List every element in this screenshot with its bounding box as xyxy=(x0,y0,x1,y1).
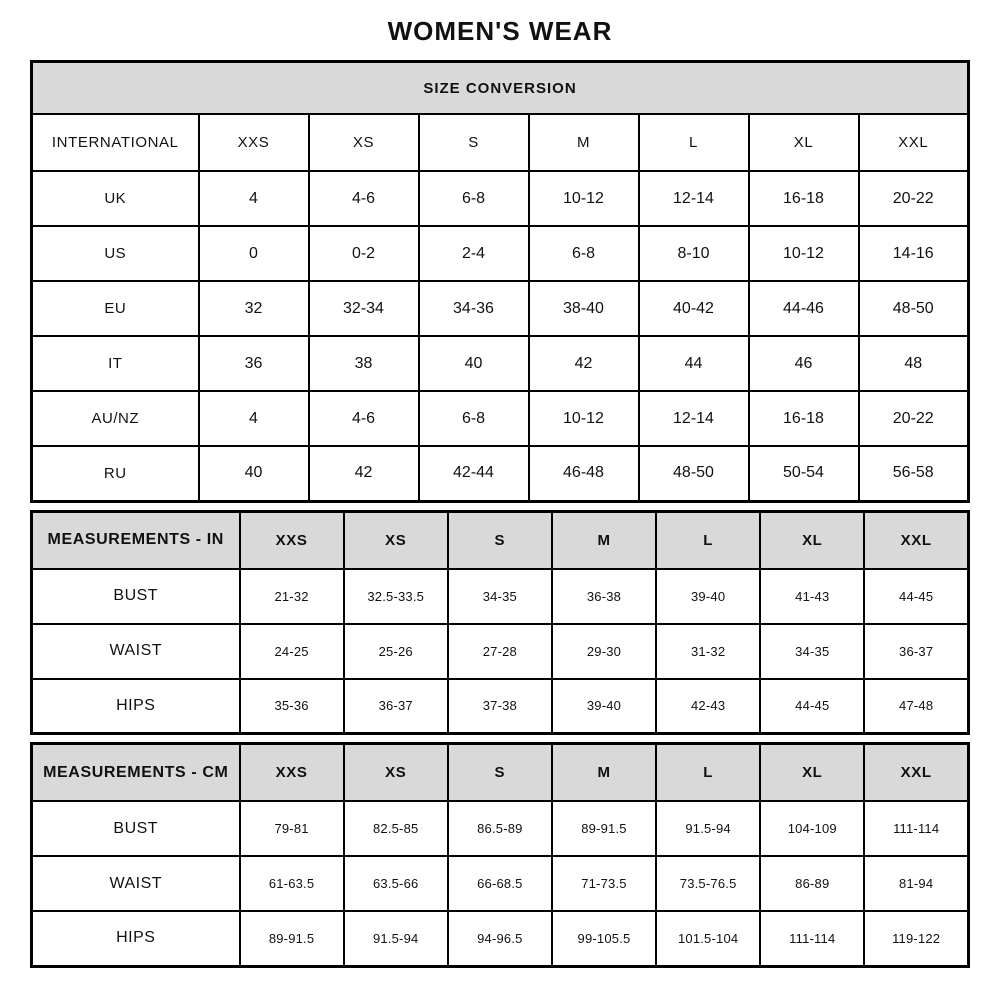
size-conversion-au-nz-l: 12-14 xyxy=(639,391,749,446)
size-conversion-au-nz-xl: 16-18 xyxy=(749,391,859,446)
size-conversion-table xyxy=(30,60,970,503)
measurements-cm-hips-xxs: 89-91.5 xyxy=(240,911,344,966)
size-conversion-header-m: M xyxy=(529,114,639,171)
size-conversion-it-l: 44 xyxy=(639,336,749,391)
measurements-in-header-s: S xyxy=(448,511,552,569)
size-conversion-us-m: 6-8 xyxy=(529,226,639,281)
measurements-in-bust-s: 34-35 xyxy=(448,569,552,624)
measurements-cm-header-row xyxy=(32,744,969,802)
size-conversion-us-xxs: 0 xyxy=(199,226,309,281)
size-conversion-row-ru xyxy=(32,446,969,501)
size-conversion-eu-xxs: 32 xyxy=(199,281,309,336)
measurements-in-bust-xl: 41-43 xyxy=(760,569,864,624)
row-label-bust: BUST xyxy=(32,801,240,856)
measurements-cm-header-xl: XL xyxy=(760,744,864,802)
measurements-in-bust-xs: 32.5-33.5 xyxy=(344,569,448,624)
measurements-in-hips-s: 37-38 xyxy=(448,679,552,734)
measurements-cm-hips-xs: 91.5-94 xyxy=(344,911,448,966)
row-label-hips: HIPS xyxy=(32,679,240,734)
size-conversion-row-uk xyxy=(32,171,969,226)
size-conversion-it-xl: 46 xyxy=(749,336,859,391)
measurements-cm-waist-xs: 63.5-66 xyxy=(344,856,448,911)
size-conversion-us-l: 8-10 xyxy=(639,226,749,281)
size-conversion-uk-l: 12-14 xyxy=(639,171,749,226)
size-conversion-us-xs: 0-2 xyxy=(309,226,419,281)
measurements-cm-waist-l: 73.5-76.5 xyxy=(656,856,760,911)
size-conversion-it-xxl: 48 xyxy=(859,336,969,391)
measurements-in-waist-s: 27-28 xyxy=(448,624,552,679)
measurements-in-row-bust xyxy=(32,569,969,624)
size-conversion-eu-s: 34-36 xyxy=(419,281,529,336)
measurements-in-row-waist xyxy=(32,624,969,679)
measurements-cm-header-l: L xyxy=(656,744,760,802)
measurements-in-header-l: L xyxy=(656,511,760,569)
size-conversion-header-s: S xyxy=(419,114,529,171)
size-conversion-header-row xyxy=(32,114,969,171)
measurements-in-bust-l: 39-40 xyxy=(656,569,760,624)
size-conversion-it-xxs: 36 xyxy=(199,336,309,391)
measurements-in-bust-xxl: 44-45 xyxy=(864,569,968,624)
size-conversion-ru-xs: 42 xyxy=(309,446,419,501)
measurements-cm-hips-m: 99-105.5 xyxy=(552,911,656,966)
size-conversion-uk-xl: 16-18 xyxy=(749,171,859,226)
measurements-cm-bust-l: 91.5-94 xyxy=(656,801,760,856)
measurements-cm-bust-xl: 104-109 xyxy=(760,801,864,856)
measurements-cm-hips-s: 94-96.5 xyxy=(448,911,552,966)
size-conversion-ru-m: 46-48 xyxy=(529,446,639,501)
measurements-in-header-m: M xyxy=(552,511,656,569)
measurements-in-header-label: MEASUREMENTS - IN xyxy=(32,511,240,569)
measurements-in-bust-m: 36-38 xyxy=(552,569,656,624)
measurements-cm-waist-xxl: 81-94 xyxy=(864,856,968,911)
measurements-cm-header-label: MEASUREMENTS - CM xyxy=(32,744,240,802)
measurements-in-hips-xs: 36-37 xyxy=(344,679,448,734)
measurements-cm-row-bust xyxy=(32,801,969,856)
size-conversion-us-xl: 10-12 xyxy=(749,226,859,281)
measurements-cm-hips-xxl: 119-122 xyxy=(864,911,968,966)
size-conversion-header-label: INTERNATIONAL xyxy=(32,114,199,171)
measurements-cm-bust-xxl: 111-114 xyxy=(864,801,968,856)
size-conversion-banner: SIZE CONVERSION xyxy=(32,62,969,115)
size-conversion-row-us xyxy=(32,226,969,281)
size-conversion-row-au-nz xyxy=(32,391,969,446)
measurements-cm-bust-m: 89-91.5 xyxy=(552,801,656,856)
size-conversion-header-xl: XL xyxy=(749,114,859,171)
size-conversion-ru-s: 42-44 xyxy=(419,446,529,501)
size-conversion-row-it xyxy=(32,336,969,391)
size-conversion-eu-xl: 44-46 xyxy=(749,281,859,336)
size-conversion-it-s: 40 xyxy=(419,336,529,391)
size-conversion-au-nz-xxl: 20-22 xyxy=(859,391,969,446)
measurements-in-header-xxs: XXS xyxy=(240,511,344,569)
size-conversion-it-m: 42 xyxy=(529,336,639,391)
measurements-in-table xyxy=(30,510,970,736)
measurements-in-header-xs: XS xyxy=(344,511,448,569)
measurements-in-waist-xl: 34-35 xyxy=(760,624,864,679)
size-conversion-us-xxl: 14-16 xyxy=(859,226,969,281)
size-conversion-au-nz-s: 6-8 xyxy=(419,391,529,446)
measurements-in-row-hips xyxy=(32,679,969,734)
size-conversion-it-xs: 38 xyxy=(309,336,419,391)
size-conversion-eu-m: 38-40 xyxy=(529,281,639,336)
size-conversion-ru-xxl: 56-58 xyxy=(859,446,969,501)
measurements-cm-bust-xxs: 79-81 xyxy=(240,801,344,856)
measurements-in-bust-xxs: 21-32 xyxy=(240,569,344,624)
size-conversion-eu-l: 40-42 xyxy=(639,281,749,336)
size-conversion-uk-xxs: 4 xyxy=(199,171,309,226)
row-label-au-nz: AU/NZ xyxy=(32,391,199,446)
measurements-in-hips-xxs: 35-36 xyxy=(240,679,344,734)
measurements-in-hips-l: 42-43 xyxy=(656,679,760,734)
size-conversion-row-eu xyxy=(32,281,969,336)
measurements-cm-waist-xl: 86-89 xyxy=(760,856,864,911)
size-conversion-ru-xxs: 40 xyxy=(199,446,309,501)
row-label-bust: BUST xyxy=(32,569,240,624)
row-label-eu: EU xyxy=(32,281,199,336)
measurements-in-waist-m: 29-30 xyxy=(552,624,656,679)
measurements-cm-waist-s: 66-68.5 xyxy=(448,856,552,911)
size-conversion-eu-xxl: 48-50 xyxy=(859,281,969,336)
size-conversion-au-nz-xxs: 4 xyxy=(199,391,309,446)
row-label-waist: WAIST xyxy=(32,856,240,911)
measurements-cm-hips-l: 101.5-104 xyxy=(656,911,760,966)
row-label-waist: WAIST xyxy=(32,624,240,679)
size-conversion-au-nz-m: 10-12 xyxy=(529,391,639,446)
size-conversion-us-s: 2-4 xyxy=(419,226,529,281)
measurements-in-header-xxl: XXL xyxy=(864,511,968,569)
measurements-in-header-row xyxy=(32,511,969,569)
measurements-cm-hips-xl: 111-114 xyxy=(760,911,864,966)
size-conversion-header-l: L xyxy=(639,114,749,171)
measurements-cm-bust-xs: 82.5-85 xyxy=(344,801,448,856)
size-conversion-eu-xs: 32-34 xyxy=(309,281,419,336)
size-conversion-header-xxl: XXL xyxy=(859,114,969,171)
measurements-in-hips-m: 39-40 xyxy=(552,679,656,734)
measurements-cm-header-s: S xyxy=(448,744,552,802)
row-label-us: US xyxy=(32,226,199,281)
measurements-cm-header-xs: XS xyxy=(344,744,448,802)
size-conversion-header-xxs: XXS xyxy=(199,114,309,171)
size-conversion-banner-row xyxy=(32,62,969,115)
measurements-cm-waist-xxs: 61-63.5 xyxy=(240,856,344,911)
measurements-cm-header-xxs: XXS xyxy=(240,744,344,802)
measurements-in-hips-xl: 44-45 xyxy=(760,679,864,734)
size-conversion-ru-l: 48-50 xyxy=(639,446,749,501)
measurements-cm-waist-m: 71-73.5 xyxy=(552,856,656,911)
size-conversion-uk-s: 6-8 xyxy=(419,171,529,226)
measurements-in-waist-xxs: 24-25 xyxy=(240,624,344,679)
measurements-cm-bust-s: 86.5-89 xyxy=(448,801,552,856)
size-conversion-au-nz-xs: 4-6 xyxy=(309,391,419,446)
measurements-cm-row-hips xyxy=(32,911,969,966)
size-conversion-uk-xs: 4-6 xyxy=(309,171,419,226)
measurements-in-hips-xxl: 47-48 xyxy=(864,679,968,734)
measurements-cm-header-xxl: XXL xyxy=(864,744,968,802)
size-conversion-header-xs: XS xyxy=(309,114,419,171)
measurements-cm-header-m: M xyxy=(552,744,656,802)
row-label-it: IT xyxy=(32,336,199,391)
measurements-in-waist-l: 31-32 xyxy=(656,624,760,679)
measurements-in-waist-xxl: 36-37 xyxy=(864,624,968,679)
size-conversion-uk-xxl: 20-22 xyxy=(859,171,969,226)
row-label-ru: RU xyxy=(32,446,199,501)
page-title: WOMEN'S WEAR xyxy=(387,16,613,46)
row-label-uk: UK xyxy=(32,171,199,226)
size-conversion-ru-xl: 50-54 xyxy=(749,446,859,501)
size-conversion-uk-m: 10-12 xyxy=(529,171,639,226)
measurements-cm-table xyxy=(30,742,970,968)
measurements-in-header-xl: XL xyxy=(760,511,864,569)
measurements-cm-row-waist xyxy=(32,856,969,911)
measurements-in-waist-xs: 25-26 xyxy=(344,624,448,679)
row-label-hips: HIPS xyxy=(32,911,240,966)
